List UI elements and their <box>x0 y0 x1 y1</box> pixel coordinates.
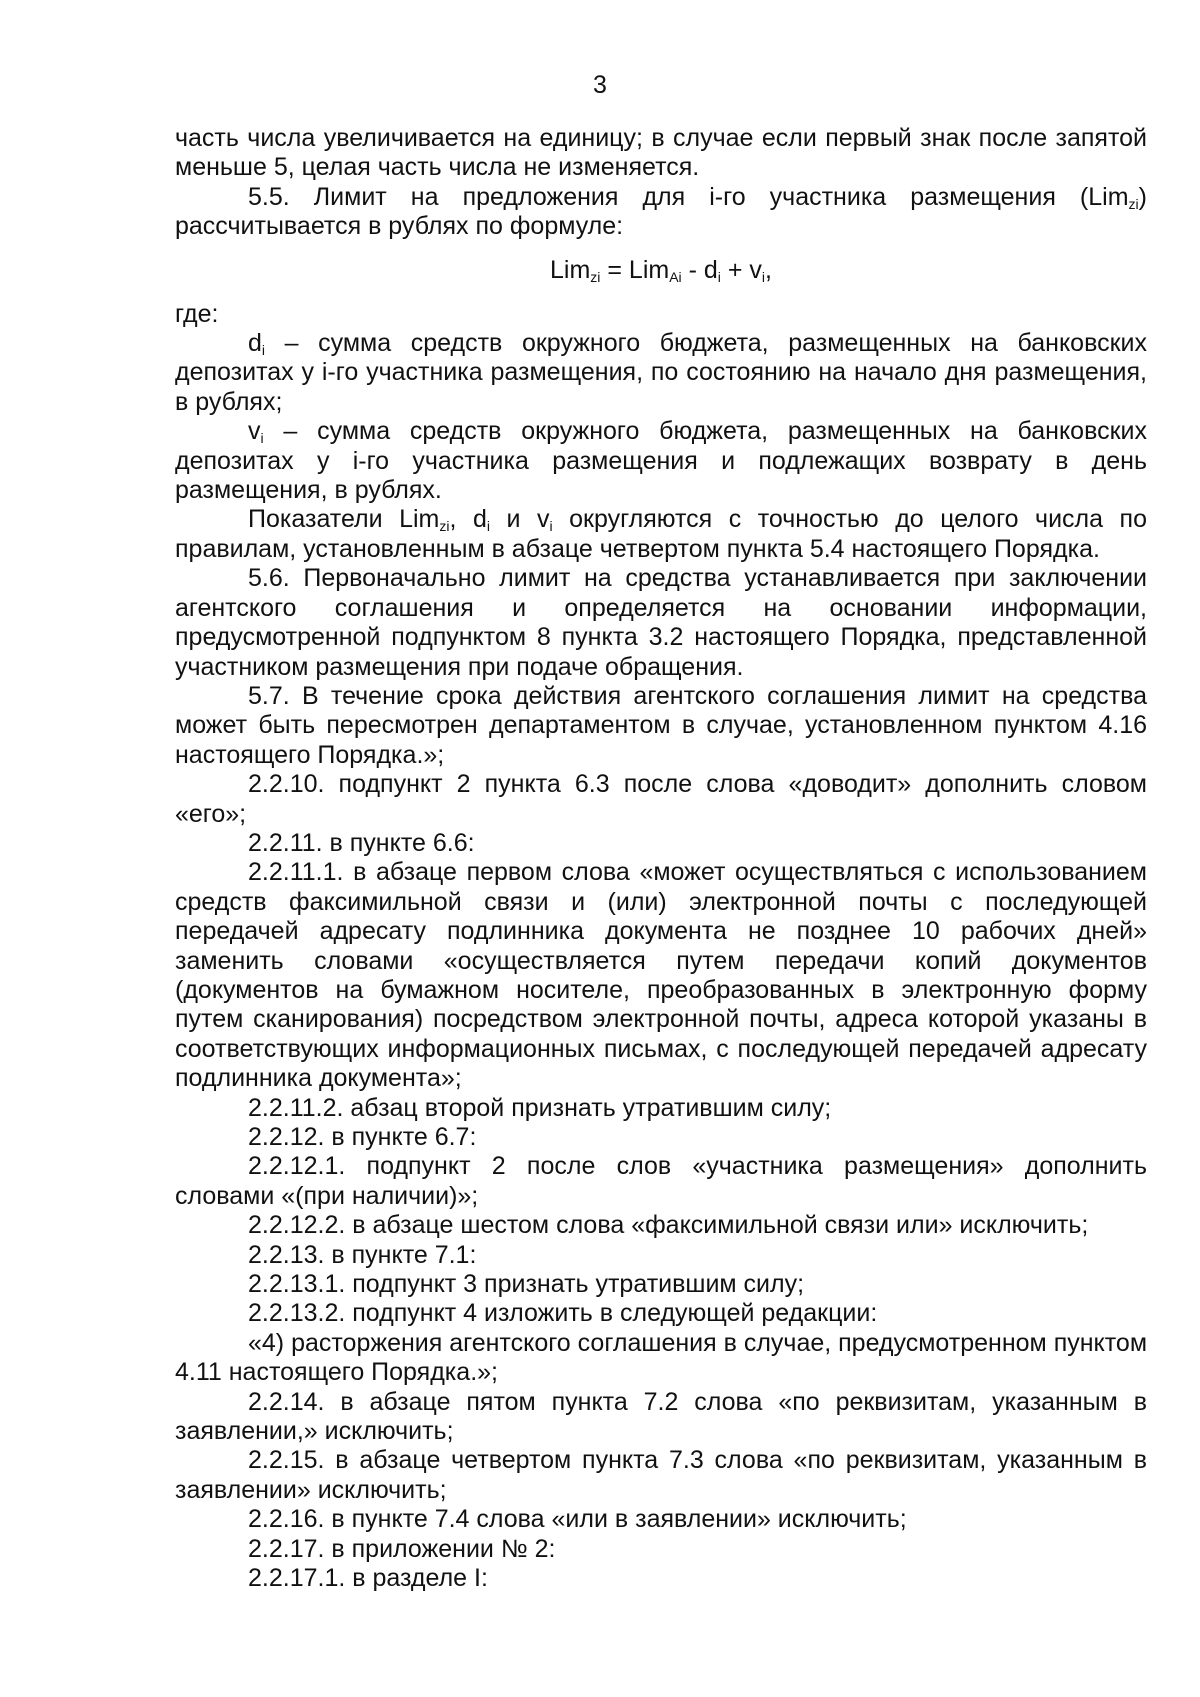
subscript: zi <box>590 268 601 285</box>
formula <box>175 255 1147 285</box>
paragraph-p3: где: <box>175 299 219 328</box>
paragraph-p21: 2.2.15. в абзаце четвертом пункта 7.3 слова «по реквизитам, указанным в заявлении» исключить; <box>175 1446 1147 1504</box>
text-run: и v <box>490 505 550 534</box>
text-run: + v <box>720 255 762 284</box>
document-body <box>175 124 1147 1594</box>
paragraph-p8: 5.7. В течение срока действия агентского соглашения лимит на средства может быть пересмотрен департаментом в случае, установленном пунктом 4.16 настоящего Порядка.»; <box>175 681 1147 769</box>
text-run: , d <box>449 505 487 534</box>
text-run: – сумма средств окружного бюджета, размещенных на банковских депозитах у i-го участника размещения, по состоянию на начало дня размещения, в рублях; <box>175 329 1147 416</box>
subscript: i <box>761 268 766 285</box>
subscript: i <box>260 430 264 447</box>
subscript: zi <box>1128 195 1139 212</box>
paragraph-p15: 2.2.12.2. в абзаце шестом слова «факсимильной связи или» исключить; <box>248 1211 1089 1240</box>
subscript: i <box>717 268 721 285</box>
subscript: i <box>549 518 553 535</box>
subscript: i <box>261 342 266 359</box>
text-run: , <box>765 255 772 284</box>
paragraph-p14: 2.2.12.1. подпункт 2 после слов «участника размещения» дополнить словами «(при наличии)»; <box>175 1152 1147 1210</box>
subscript: Ai <box>669 268 682 285</box>
paragraph-p19: «4) расторжения агентского соглашения в случае, предусмотренном пунктом 4.11 настоящего Порядка.»; <box>175 1328 1148 1387</box>
page-number: 3 <box>593 71 607 99</box>
paragraph-p12: 2.2.11.2. абзац второй признать утратившим силу; <box>248 1093 832 1122</box>
paragraph-p13: 2.2.12. в пункте 6.7: <box>248 1123 477 1151</box>
text-run: ) рассчитывается в рублях по формуле: <box>175 182 1147 241</box>
paragraph-p16: 2.2.13. в пункте 7.1: <box>248 1240 477 1269</box>
paragraph-p10: 2.2.11. в пункте 6.6: <box>248 828 475 857</box>
text-run: – сумма средств окружного бюджета, размещенных на банковских депозитах у i-го участника размещения и подлежащих возврату в день размещения, в рублях. <box>175 417 1147 505</box>
paragraph-p18: 2.2.13.2. подпункт 4 изложить в следующей редакции: <box>248 1299 878 1328</box>
paragraph-p6 <box>175 505 1147 564</box>
paragraph-p2 <box>175 183 1147 242</box>
paragraph-p20: 2.2.14. в абзаце пятом пункта 7.2 слова «по реквизитам, указанным в заявлении,» исключить; <box>175 1387 1147 1446</box>
paragraph-p4 <box>175 329 1147 417</box>
subscript: zi <box>439 518 450 535</box>
paragraph-p22: 2.2.16. в пункте 7.4 слова «или в заявлении» исключить; <box>248 1505 907 1534</box>
paragraph-p9: 2.2.10. подпункт 2 пункта 6.3 после слова «доводит» дополнить словом «его»; <box>175 770 1147 828</box>
paragraph-p7: 5.6. Первоначально лимит на средства устанавливается при заключении агентского соглашения и определяется на основании информации, предусмотренной подпунктом 8 пункта 3.2 настоящего Порядка, представленной участником размещения при подаче обращения. <box>175 564 1147 681</box>
text-run: Lim <box>550 255 591 284</box>
text-run: v <box>248 417 261 446</box>
paragraph-p17: 2.2.13.1. подпункт 3 признать утратившим силу; <box>248 1270 805 1299</box>
paragraph-p1: часть числа увеличивается на единицу; в случае если первый знак после запятой меньше 5, целая часть числа не изменяется. <box>175 124 1147 182</box>
paragraph-p23: 2.2.17. в приложении № 2: <box>248 1534 556 1563</box>
paragraph-p11: 2.2.11.1. в абзаце первом слова «может осуществляться с использованием средств факсимильной связи и (или) электронной почты с последующей передачей адресату подлинника документа не позднее 10 рабочих дней» заменить словами «осуществляется путем передачи копий документов (документов на бумажном носителе, преобразованных в электронную форму путем сканирования) посредством электронной почты, адреса которой указаны в соответствующих информационных письмах, с последующей передачей адресату подлинника документа»; <box>175 858 1147 1093</box>
text-run: Показатели Lim <box>248 505 440 534</box>
text-run: = Lim <box>600 255 670 284</box>
text-run: - d <box>681 255 718 284</box>
subscript: i <box>486 518 490 535</box>
text-run: округляются с точностью до целого числа по правилам, установленным в абзаце четвертом пункта 5.4 настоящего Порядка. <box>175 505 1147 563</box>
text-run: d <box>248 329 262 358</box>
text-run: 5.5. Лимит на предложения для i-го участника размещения (Lim <box>248 182 1129 211</box>
paragraph-p5 <box>175 417 1147 505</box>
paragraph-p24: 2.2.17.1. в разделе I: <box>248 1564 488 1593</box>
